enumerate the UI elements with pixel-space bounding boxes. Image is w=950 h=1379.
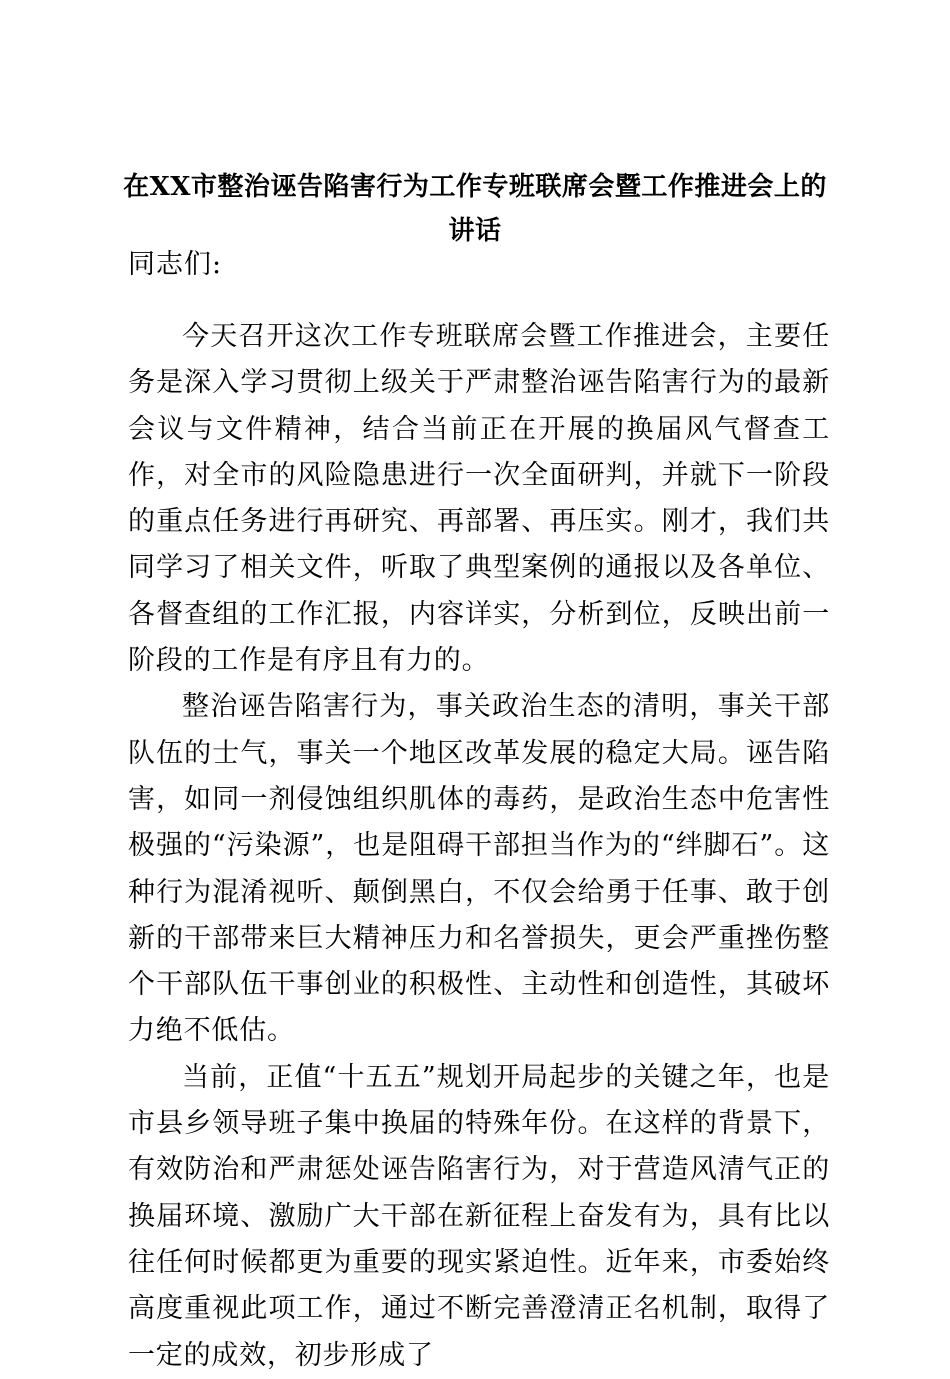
salutation: 同志们: [128, 249, 223, 280]
document-body [128, 314, 830, 1379]
paragraph: 整治诬告陷害行为，事关政治生态的清明，事关干部队伍的士气，事关一个地区改革发展的稳定大局。诬告陷害，如同一剂侵蚀组织肌体的毒药，是政治生态中危害性极强的“污染源”，也是阻碍干部担当作为的“绊脚石”。这种行为混淆视听、颠倒黑白，不仅会给勇于任事、敢于创新的干部带来巨大精神压力和名誉损失，更会严重挫伤整个干部队伍干事创业的积极性、主动性和创造性，其破坏力绝不低估。 [128, 691, 830, 1047]
paragraph: 当前，正值“十五五”规划开局起步的关键之年，也是市县乡领导班子集中换届的特殊年份。在这样的背景下，有效防治和严肃惩处诬告陷害行为，对于营造风清气正的换届环境、激励广大干部在新征程上奋发有为，具有比以往任何时候都更为重要的现实紧迫性。近年来，市委始终高度重视此项工作，通过不断完善澄清正名机制，取得了一定的成效，初步形成了 [128, 1061, 830, 1371]
document-title: 在XX市整治诬告陷害行为工作专班联席会暨工作推进会上的讲话 [123, 172, 827, 246]
paragraph: 今天召开这次工作专班联席会暨工作推进会，主要任务是深入学习贯彻上级关于严肃整治诬告陷害行为的最新会议与文件精神，结合当前正在开展的换届风气督查工作，对全市的风险隐患进行一次全面研判，并就下一阶段的重点任务进行再研究、再部署、再压实。刚才，我们共同学习了相关文件，听取了典型案例的通报以及各单位、各督查组的工作汇报，内容详实，分析到位，反映出前一阶段的工作是有序且有力的。 [128, 321, 830, 677]
